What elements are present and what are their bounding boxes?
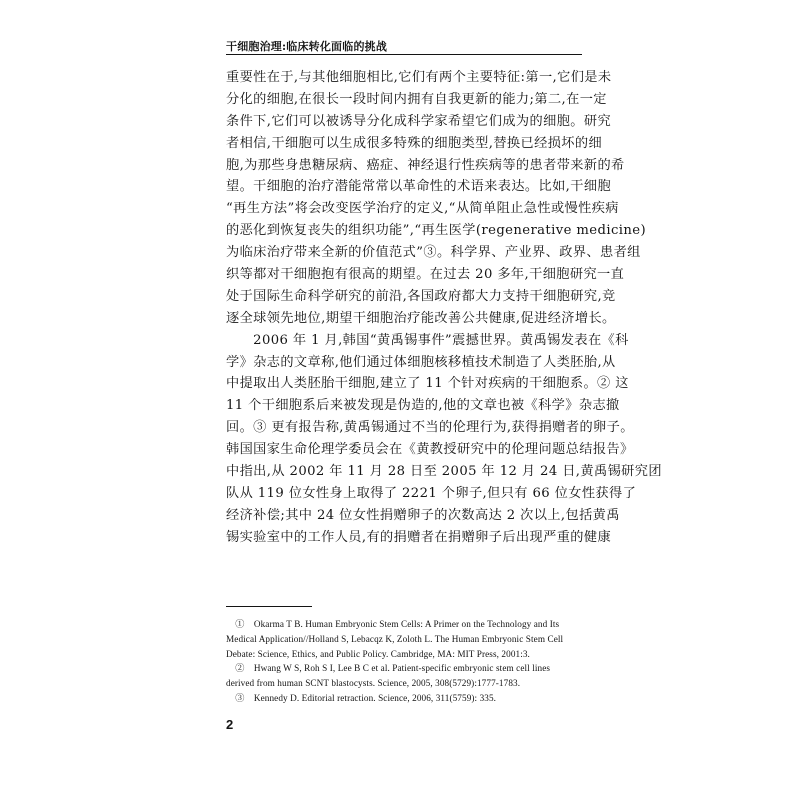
body-line: 经济补偿;其中 24 位女性捐赠卵子的次数高达 2 次以上,包括黄禹 [226,507,620,523]
body-line: 织等都对干细胞抱有很高的期望。在过去 20 多年,干细胞研究一直 [226,267,625,283]
body-line: 中指出,从 2002 年 11 月 28 日至 2005 年 12 月 24 日,黄禹锡研究团 [226,464,662,480]
footnote-line: ① Okarma T B. Human Embryonic Stem Cells: A Primer on the Technology and Its [226,619,560,629]
body-line: 中提取出人类胚胎干细胞,建立了 11 个针对疾病的干细胞系。② 这 [226,376,629,392]
body-line: 分化的细胞,在很长一段时间内拥有自我更新的能力;第二,在一定 [226,91,607,107]
page-number: 2 [226,717,234,732]
body-line: 11 个干细胞系后来被发现是伪造的,他的文章也被《科学》杂志撤 [226,398,620,414]
body-line: 望。干细胞的治疗潜能常常以革命性的术语来表达。比如,干细胞 [226,179,612,195]
body-line: “再生方法”将会改变医学治疗的定义,“从简单阻止急性或慢性疾病 [226,201,619,217]
body-line: 者相信,干细胞可以生成很多特殊的细胞类型,替换已经损坏的细 [226,135,603,151]
body-line: 学》杂志的文章称,他们通过体细胞核移植技术制造了人类胚胎,从 [226,354,616,370]
body-line: 处于国际生命科学研究的前沿,各国政府都大力支持干细胞研究,竞 [226,288,616,304]
running-header: 干细胞治理:临床转化面临的挑战 [226,40,388,53]
body-line: 队从 119 位女性身上取得了 2221 个卵子,但只有 66 位女性获得了 [226,485,637,501]
footnote-line: ③ Kennedy D. Editorial retraction. Science, 2006, 311(5759): 335. [226,692,497,703]
header-rule [226,54,582,55]
footnote-line: Debate: Science, Ethics, and Public Policy. Cambridge, MA: MIT Press, 2001:3. [226,648,530,659]
body-line: 锡实验室中的工作人员,有的捐赠者在捐赠卵子后出现严重的健康 [226,529,612,545]
footnotes-block [226,617,586,706]
body-line: 条件下,它们可以被诱导分化成科学家希望它们成为的细胞。研究 [226,113,612,129]
footnote-separator [226,606,312,607]
body-line: 2006 年 1 月,韩国“黄禹锡事件”震撼世界。黄禹锡发表在《科 [226,332,629,348]
body-line: 韩国国家生命伦理学委员会在《黄教授研究中的伦理问题总结报告》 [226,442,634,458]
body-line: 胞,为那些身患糖尿病、癌症、神经退行性疾病等的患者带来新的希 [226,157,625,173]
footnote-line: derived from human SCNT blastocysts. Science, 2005, 308(5729):1777-1783. [226,678,521,689]
footnote-line: ② Hwang W S, Roh S I, Lee B C et al. Patient-specific embryonic stem cell lines [226,663,551,674]
main-body-text [226,67,662,549]
body-line: 为临床治疗带来全新的价值范式”③。科学界、产业界、政界、患者组 [226,245,641,261]
footnote-line: Medical Application//Holland S, Lebacqz K, Zoloth L. The Human Embryonic Stem Cell [226,633,564,644]
body-line: 逐全球领先地位,期望干细胞治疗能改善公共健康,促进经济增长。 [226,310,616,326]
body-line: 的恶化到恢复丧失的组织功能”,“再生医学(regenerative medicine) [226,223,647,239]
body-line: 重要性在于,与其他细胞相比,它们有两个主要特征:第一,它们是未 [226,70,612,85]
body-line: 回。③ 更有报告称,黄禹锡通过不当的伦理行为,获得捐赠者的卵子。 [226,420,634,436]
